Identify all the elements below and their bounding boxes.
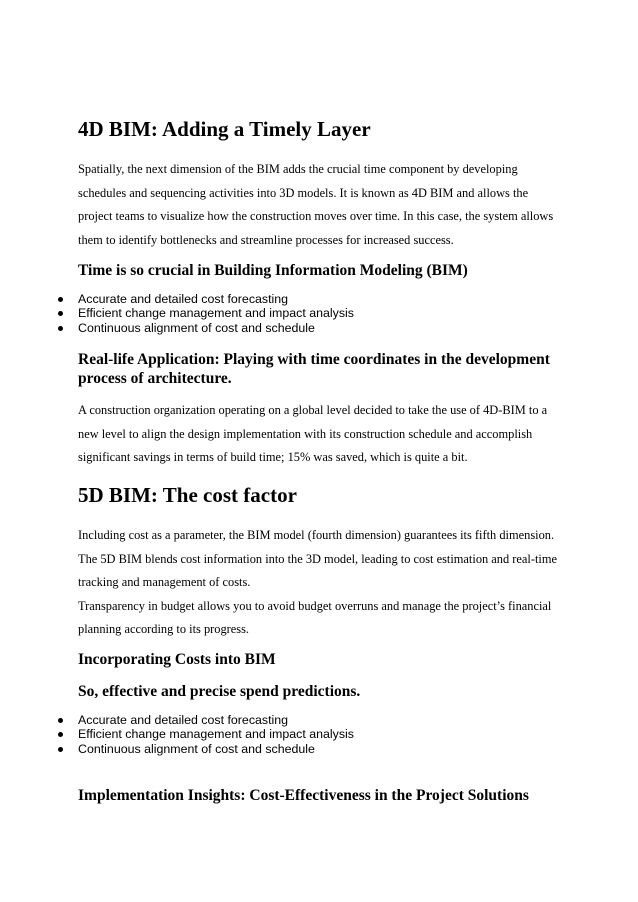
bullet-icon [58, 732, 63, 737]
text-line: The 5D BIM blends cost information into the 3D model, leading to cost estimation and real-time [78, 551, 558, 566]
text-line: them to identify bottlenecks and streamline processes for increased success. [78, 232, 454, 247]
list-item [0, 306, 638, 320]
bullet-icon [58, 718, 63, 723]
text-line: tracking and management of costs. [78, 575, 251, 590]
text-line: A construction organization operating on a global level decided to take the use of 4D-BIM to a [78, 403, 548, 417]
list-item [0, 713, 638, 727]
text-line: project teams to visualize how the construction moves over time. In this case, the system allows [78, 209, 554, 224]
list-item [0, 742, 638, 756]
text-line: schedules and sequencing activities into 3D models. It is known as 4D BIM and allows the [78, 185, 529, 200]
list-item [0, 321, 638, 335]
bullet-list-4d [0, 292, 638, 335]
bullet-list-5d [0, 713, 638, 756]
bullet-icon [58, 297, 63, 302]
section-title-4d-bim: 4D BIM: Adding a Timely Layer [78, 117, 371, 141]
bullet-icon [58, 311, 63, 316]
bullet-icon [58, 747, 63, 752]
subheading-spend-predictions: So, effective and precise spend predictions. [78, 683, 361, 700]
text-line: Transparency in budget allows you to avoid budget overruns and manage the project’s financial [78, 598, 552, 613]
text-line: new level to align the design implementation with its construction schedule and accomplish [78, 426, 533, 441]
subheading-incorporating-costs: Incorporating Costs into BIM [78, 651, 276, 668]
heading-line: process of architecture. [78, 370, 232, 387]
bullet-icon [58, 326, 63, 331]
list-item [0, 292, 638, 306]
section-title-5d-bim: 5D BIM: The cost factor [78, 483, 297, 507]
subheading-time-crucial: Time is so crucial in Building Information Modeling (BIM) [78, 262, 468, 279]
list-item-text: Accurate and detailed cost forecasting [78, 292, 289, 306]
list-item [0, 727, 638, 741]
list-item-text: Continuous alignment of cost and schedule [78, 320, 315, 335]
paragraph-5d-intro [78, 524, 564, 642]
paragraph-4d-intro [78, 158, 564, 252]
list-item-text: Efficient change management and impact analysis [78, 727, 354, 742]
text-line: significant savings in terms of build time; 15% was saved, which is quite a bit. [78, 450, 468, 465]
text-line: Including cost as a parameter, the BIM model (fourth dimension) guarantees its fifth dimension. [78, 528, 555, 542]
subheading-real-life-application [78, 350, 558, 388]
list-item-text: Continuous alignment of cost and schedule [78, 741, 315, 756]
text-line: Spatially, the next dimension of the BIM adds the crucial time component by developing [78, 162, 518, 176]
list-item-text: Accurate and detailed cost forecasting [78, 713, 289, 727]
subheading-implementation-insights: Implementation Insights: Cost-Effectiveness in the Project Solutions [78, 787, 529, 804]
text-line: planning according to its progress. [78, 622, 250, 637]
paragraph-application [78, 399, 564, 470]
heading-line: Real-life Application: Playing with time coordinates in the development [78, 351, 550, 368]
list-item-text: Efficient change management and impact analysis [78, 306, 354, 321]
